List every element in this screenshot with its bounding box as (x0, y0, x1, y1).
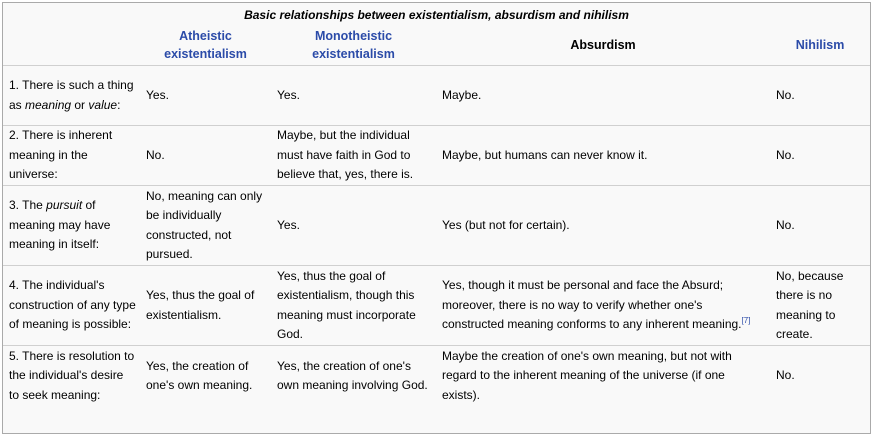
monotheistic-cell: Yes, thus the goal of existentialism, though this meaning must incorporate God. (271, 266, 436, 346)
question-cell: 2. There is inherent meaning in the universe: (3, 126, 140, 186)
header-atheistic[interactable] (140, 25, 271, 66)
atheistic-cell: Yes. (140, 66, 271, 126)
header-row (3, 25, 870, 66)
comparison-table-container (2, 2, 871, 434)
monotheistic-cell: Yes, the creation of one's own meaning involving God. (271, 346, 436, 407)
nihilism-cell: No. (770, 346, 870, 407)
table-row (3, 266, 870, 346)
nihilism-cell: No. (770, 126, 870, 186)
absurdism-cell: Yes, though it must be personal and face the Absurd; moreover, there is no way to verify whether one's constructed meaning conforms to any inherent meaning.[7] (436, 266, 770, 346)
table-row (3, 66, 870, 126)
table-caption: Basic relationships between existentialism, absurdism and nihilism (244, 8, 629, 22)
link-monotheistic-existentialism[interactable]: Monotheistic existentialism (312, 29, 395, 61)
question-cell: 3. The pursuit of meaning may have meaning in itself: (3, 186, 140, 266)
header-nihilism[interactable] (770, 25, 870, 66)
nihilism-cell: No, because there is no meaning to create. (770, 266, 870, 346)
atheistic-cell: Yes, the creation of one's own meaning. (140, 346, 271, 407)
absurdism-cell: Yes (but not for certain). (436, 186, 770, 266)
monotheistic-cell: Maybe, but the individual must have faith in God to believe that, yes, there is. (271, 126, 436, 186)
absurdism-cell: Maybe. (436, 66, 770, 126)
question-cell: 5. There is resolution to the individual's desire to seek meaning: (3, 346, 140, 407)
header-question (3, 25, 140, 66)
atheistic-cell: No. (140, 126, 271, 186)
absurdism-cell: Maybe the creation of one's own meaning, but not with regard to the inherent meaning of the universe (if one exists). (436, 346, 770, 407)
table-row (3, 126, 870, 186)
link-nihilism[interactable]: Nihilism (795, 38, 845, 52)
monotheistic-cell: Yes. (271, 66, 436, 126)
table-row (3, 186, 870, 266)
question-cell: 4. The individual's construction of any type of meaning is possible: (3, 266, 140, 346)
atheistic-cell: No, meaning can only be individually constructed, not pursued. (140, 186, 271, 266)
citation-link[interactable]: [7] (741, 316, 751, 326)
nihilism-cell: No. (770, 186, 870, 266)
absurdism-cell: Maybe, but humans can never know it. (436, 126, 770, 186)
atheistic-cell: Yes, thus the goal of existentialism. (140, 266, 271, 346)
citation-reference[interactable] (742, 316, 751, 325)
nihilism-cell: No. (770, 66, 870, 126)
header-monotheistic[interactable] (271, 25, 436, 66)
table-row (3, 346, 870, 407)
question-cell: 1. There is such a thing as meaning or value: (3, 66, 140, 126)
comparison-table (3, 3, 870, 406)
header-absurdism: Absurdism (570, 38, 636, 52)
monotheistic-cell: Yes. (271, 186, 436, 266)
link-atheistic-existentialism[interactable]: Atheistic existentialism (164, 29, 247, 61)
